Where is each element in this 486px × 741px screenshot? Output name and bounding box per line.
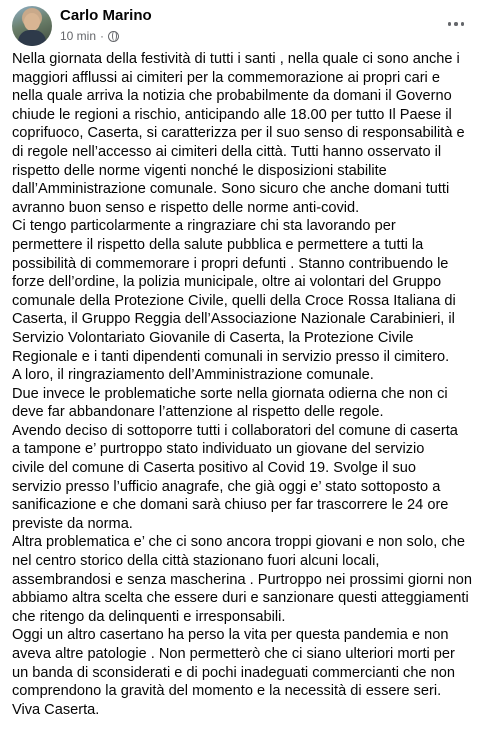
post-header	[12, 4, 476, 44]
avatar-face	[24, 13, 40, 31]
meta-separator: ·	[100, 29, 105, 43]
more-options-icon[interactable]	[444, 14, 468, 34]
author-name[interactable]: Carlo Marino	[60, 7, 152, 24]
more-dot	[454, 22, 458, 26]
more-dot	[461, 22, 465, 26]
post-text: Nella giornata della festività di tutti i santi , nella quale ci sono anche i maggiori afflussi ai cimiteri per la commemorazione ai propri cari e nella quale arriva la notizia che probabilmente da domani il Governo chiude le regioni a rischio, anticipando alle 18.00 per tutto Il Paese il coprifuoco, Caserta, si caratterizza per il suo senso di responsabilità e di regole nell’accesso ai cimiteri della città. Tutti hanno osservato il rispetto delle norme vigenti nonché le disposizioni stabilite dall’Amministrazione comunale. Sono sicuro che anche domani tutti avranno buon senso e rispetto delle norme anti-covid. Ci tengo particolarmente a ringraziare chi sta lavorando per permettere il rispetto della salute pubblica e permettere a tutti la possibilità di commemorare i propri defunti . Stanno contribuendo le forze dell’ordine, la polizia municipale, oltre ai volontari del Gruppo comunale della Protezione Civile, quelli della Croce Rossa Italiana di Caserta, il Gruppo Reggia dell’Associazione Nazionale Carabinieri, il Servizio Volontariato Giovanile di Caserta, la Protezione Civile Regionale e i tanti dipendenti comunali in servizio presso il cimitero. A loro, il ringraziamento dell’Amministrazione comunale. Due invece le problematiche sorte nella giornata odierna che non ci deve far abbandonare l’attenzione al rispetto delle regole. Avendo deciso di sottoporre tutti i collaboratori del comune di caserta a tampone e’ purtroppo stato individuato un giovane del servizio civile del comune di Caserta positivo al Covid 19. Svolge il suo servizio presso l’ufficio anagrafe, che già oggi e’ stato sottoposto a sanificazione e che domani sarà chiuso per far trascorrere le 24 ore previste da norma. Altra problematica e’ che ci sono ancora troppi giovani e non solo, che nel centro storico della città stazionano fuori alcuni locali, assembrandosi e senza mascherina . Purtroppo nei prossimi giorni non abbiamo altra scelta che essere duri e sanzionare questi atteggiamenti che ritengo da delinquenti e irresponsabili. Oggi un altro casertano ha perso la vita per questa pandemia e non aveva altre patologie . Non permetterò che ci siano ulteriori morti per un banda di sconsiderati e di pochi inadeguati commercianti che non comprendono la gravità del momento e la necessità di essere seri. Viva Caserta.	[12, 51, 472, 718]
post-timestamp[interactable]: 10 min	[60, 29, 97, 43]
more-dot	[448, 22, 452, 26]
globe-icon[interactable]	[108, 31, 119, 42]
avatar[interactable]	[12, 6, 52, 46]
avatar-body	[18, 30, 46, 46]
post-meta	[60, 29, 119, 43]
